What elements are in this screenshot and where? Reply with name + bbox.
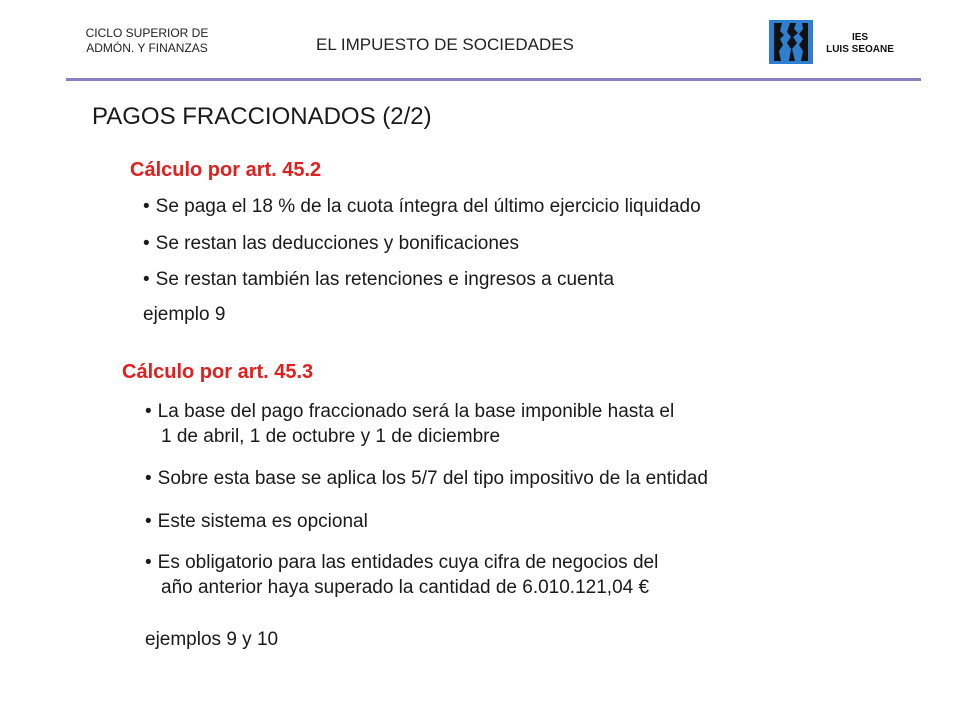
list-item-text: Este sistema es opcional	[157, 511, 368, 532]
list-item	[145, 466, 708, 491]
bullet-icon: •	[145, 511, 152, 532]
list-item	[143, 231, 519, 256]
bullet-icon: •	[143, 196, 150, 217]
school-logo-line1: IES	[851, 32, 869, 43]
list-item-text-continued: año anterior haya superado la cantidad de 6.010.121,04 €	[161, 577, 650, 598]
bullet-icon: •	[145, 552, 152, 573]
school-logo	[768, 16, 918, 68]
list-item	[143, 194, 701, 219]
course-label-line1: CICLO SUPERIOR DE	[85, 26, 209, 40]
list-item	[143, 267, 614, 292]
section-heading-art-45-2: Cálculo por art. 45.2	[130, 159, 322, 181]
course-label-line2: ADMÓN. Y FINANZAS	[86, 41, 208, 55]
list-item-text: Se paga el 18 % de la cuota íntegra del último ejercicio liquidado	[155, 196, 701, 217]
example-reference: ejemplos 9 y 10	[145, 629, 279, 650]
example-reference: ejemplo 9	[143, 304, 226, 325]
bullet-icon: •	[145, 401, 152, 422]
bullet-icon: •	[143, 233, 150, 254]
bullet-icon: •	[145, 468, 152, 489]
bullet-icon: •	[143, 269, 150, 290]
list-item	[145, 399, 674, 449]
list-item-text: Se restan las deducciones y bonificaciones	[155, 233, 519, 254]
section-heading-art-45-3: Cálculo por art. 45.3	[122, 361, 314, 383]
list-item-text-continued: 1 de abril, 1 de octubre y 1 de diciembre	[161, 426, 501, 447]
course-label	[82, 26, 212, 56]
school-logo-text	[818, 32, 902, 56]
list-item-text: Sobre esta base se aplica los 5/7 del tipo impositivo de la entidad	[157, 468, 708, 489]
list-item	[145, 509, 368, 534]
list-item	[145, 550, 658, 600]
header-divider	[66, 78, 921, 81]
list-item-text: Se restan también las retenciones e ingresos a cuenta	[155, 269, 615, 290]
school-logo-icon	[768, 19, 814, 65]
page-title: PAGOS FRACCIONADOS (2/2)	[92, 103, 432, 130]
school-logo-line2: LUIS SEOANE	[826, 44, 894, 55]
header-subject-title: EL IMPUESTO DE SOCIEDADES	[316, 35, 574, 54]
list-item-text: La base del pago fraccionado será la base imponible hasta el	[157, 401, 675, 422]
list-item-text: Es obligatorio para las entidades cuya cifra de negocios del	[157, 552, 659, 573]
